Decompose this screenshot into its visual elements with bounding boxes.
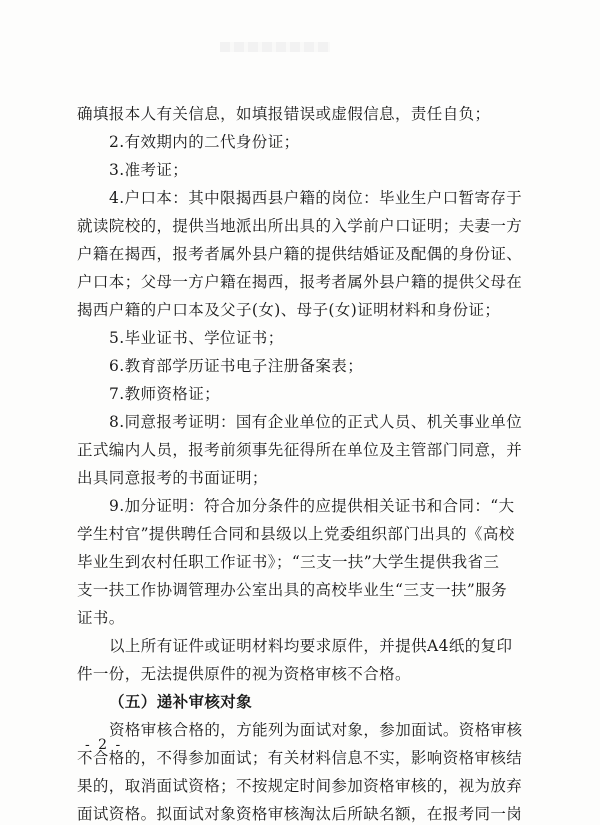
- list-item-admission-ticket: 3.准考证；: [109, 161, 189, 179]
- page-number: - 2 -: [85, 737, 123, 753]
- list-item-consent-proof: 8.同意报考证明：国有企业单位的正式人员、机关事业单位: [109, 413, 523, 431]
- list-item-diploma: 5.毕业证书、学位证书；: [109, 329, 284, 347]
- body-line: 件一份，无法提供原件的视为资格审核不合格。: [77, 665, 411, 683]
- body-line: 揭西户籍的户口本及父子(女)、母子(女)证明材料和身份证；: [77, 301, 501, 319]
- body-line: 不合格的，不得参加面试；有关材料信息不实，影响资格审核结: [77, 749, 523, 767]
- list-item-household-register: 4.户口本：其中限揭西县户籍的岗位：毕业生户口暂寄存于: [109, 189, 523, 207]
- body-line: 正式编内人员，报考前须事先征得所在单位及主管部门同意，并: [77, 441, 523, 459]
- body-line: 毕业生到农村任职工作证书》；“三支一扶”大学生提供我省三: [77, 553, 500, 571]
- list-item-bonus-proof: 9.加分证明：符合加分条件的应提供相关证书和合同：“大: [109, 497, 515, 515]
- body-line: 户籍在揭西，报考者属外县户籍的提供结婚证及配偶的身份证、: [77, 245, 523, 263]
- body-line: 支一扶工作协调管理办公室出具的高校毕业生“三支一扶”服务: [77, 581, 508, 599]
- body-line: 学生村官”提供聘任合同和县级以上党委组织部门出具的《高校: [77, 525, 515, 543]
- body-line: 就读院校的，提供当地派出所出具的入学前户口证明；夫妻一方: [77, 217, 523, 235]
- list-item-id-card: 2.有效期内的二代身份证；: [109, 133, 300, 151]
- paragraph-review: 资格审核合格的，方能列为面试对象，参加面试。资格审核: [109, 721, 523, 739]
- list-item-teacher-certificate: 7.教师资格证；: [109, 385, 220, 403]
- body-line: 面试资格。拟面试对象资格审核淘汰后所缺名额，在报考同一岗: [77, 805, 523, 823]
- body-line: 果的，取消面试资格；不按规定时间参加资格审核的，视为放弃: [77, 777, 523, 795]
- body-line: 确填报本人有关信息，如填报错误或虚假信息，责任自负；: [77, 105, 491, 123]
- document-body: [77, 100, 527, 828]
- paragraph-originals: 以上所有证件或证明材料均要求原件，并提供A4纸的复印: [109, 637, 513, 655]
- section-heading: （五）递补审核对象: [109, 692, 253, 711]
- list-item-registration-form: 6.教育部学历证书电子注册备案表；: [109, 357, 364, 375]
- body-line: 证书。: [77, 609, 125, 627]
- faint-header-mark: [220, 42, 330, 52]
- body-line: 户口本；父母一方户籍在揭西，报考者属外县户籍的提供父母在: [77, 273, 523, 291]
- body-line: 出具同意报考的书面证明；: [77, 469, 268, 487]
